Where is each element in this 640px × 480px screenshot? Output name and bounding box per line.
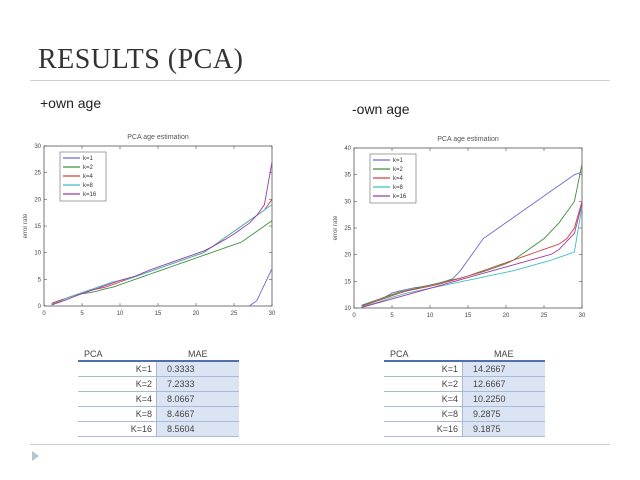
table-row — [384, 407, 545, 422]
y-tick-label: 15 — [34, 224, 41, 230]
y-tick-label: 25 — [344, 226, 351, 232]
legend-label: k=2 — [393, 167, 403, 173]
table-cell-k: K=1 — [384, 361, 463, 377]
x-tick-label: 20 — [192, 311, 200, 317]
y-tick-label: 30 — [344, 199, 351, 206]
chart-title: PCA age estimation — [437, 136, 499, 143]
x-tick-label: 25 — [230, 311, 238, 317]
x-tick-label: 5 — [390, 313, 394, 319]
x-tick-label: 15 — [464, 313, 472, 319]
x-tick-label: 30 — [578, 313, 586, 319]
table-cell-mae: 10.2250 — [463, 392, 546, 407]
table-cell-k: K=16 — [384, 422, 463, 437]
y-tick-label: 10 — [34, 250, 41, 257]
table-cell-mae: 12.6667 — [463, 377, 546, 392]
table-header-mae: MAE — [493, 348, 514, 359]
table-cell-k: K=1 — [78, 361, 157, 377]
legend-label: k=4 — [393, 176, 403, 182]
chart-left — [20, 128, 282, 328]
y-tick-label: 25 — [34, 170, 41, 177]
table-row — [78, 377, 239, 392]
x-tick-label: 0 — [42, 311, 46, 317]
x-tick-label: 25 — [540, 313, 548, 319]
x-tick-label: 10 — [116, 311, 124, 317]
table-header-pca: PCA — [84, 348, 103, 359]
y-tick-label: 30 — [34, 144, 41, 150]
chart-title: PCA age estimation — [127, 134, 189, 141]
bottom-divider — [30, 444, 610, 445]
table-cell-k: K=4 — [384, 392, 463, 407]
x-tick-label: 30 — [268, 311, 276, 317]
x-tick-label: 10 — [426, 313, 434, 319]
table-cell-k: K=8 — [384, 407, 463, 422]
y-tick-label: 10 — [344, 306, 351, 312]
legend-label: k=1 — [393, 158, 403, 164]
legend-label: k=1 — [83, 156, 93, 162]
slide-title: RESULTS (PCA) — [38, 44, 244, 75]
table-cell-mae: 9.1875 — [463, 422, 546, 437]
mae-table-right — [384, 347, 545, 437]
table-row — [384, 422, 545, 437]
legend-label: k=4 — [83, 174, 93, 180]
line-chart-svg — [20, 128, 282, 328]
mae-table-left — [78, 347, 239, 437]
table-row — [78, 422, 239, 437]
table-cell-k: K=8 — [78, 407, 157, 422]
slide-arrow-icon — [32, 451, 39, 461]
table-row — [78, 392, 239, 407]
x-tick-label: 0 — [352, 313, 356, 319]
y-tick-label: 40 — [344, 146, 351, 152]
table-header-pca: PCA — [390, 348, 409, 359]
y-axis-label: error rate — [333, 215, 339, 241]
table-cell-mae: 8.0667 — [157, 392, 240, 407]
table-row — [78, 361, 239, 377]
title-divider — [30, 80, 610, 81]
table-cell-k: K=2 — [384, 377, 463, 392]
table-cell-mae: 8.4667 — [157, 407, 240, 422]
table-cell-mae: 0.3333 — [157, 361, 240, 377]
table-row — [384, 392, 545, 407]
y-tick-label: 15 — [344, 279, 351, 286]
y-tick-label: 0 — [37, 304, 41, 310]
table-cell-k: K=4 — [78, 392, 157, 407]
legend-label: k=16 — [83, 192, 97, 198]
legend-label: k=8 — [83, 183, 93, 189]
right-subtitle: -own age — [352, 101, 410, 117]
y-tick-label: 5 — [37, 277, 41, 284]
line-chart-svg — [330, 130, 592, 330]
table-row — [384, 361, 545, 377]
table-cell-mae: 8.5604 — [157, 422, 240, 437]
x-tick-label: 5 — [80, 311, 84, 317]
table-cell-mae: 9.2875 — [463, 407, 546, 422]
table-cell-k: K=2 — [78, 377, 157, 392]
table-header-mae: MAE — [187, 348, 208, 359]
left-subtitle: +own age — [40, 95, 102, 111]
legend-label: k=8 — [393, 185, 403, 191]
table-cell-mae: 14.2667 — [463, 361, 546, 377]
y-tick-label: 35 — [344, 172, 351, 179]
x-tick-label: 20 — [502, 313, 510, 319]
chart-right — [330, 130, 592, 330]
x-tick-label: 15 — [154, 311, 162, 317]
table-row — [384, 377, 545, 392]
y-tick-label: 20 — [34, 197, 41, 204]
y-tick-label: 20 — [344, 252, 351, 259]
table-cell-k: K=16 — [78, 422, 157, 437]
legend-label: k=16 — [393, 194, 407, 200]
y-axis-label: error rate — [23, 213, 29, 239]
legend-label: k=2 — [83, 165, 93, 171]
table-cell-mae: 7.2333 — [157, 377, 240, 392]
table-row — [78, 407, 239, 422]
